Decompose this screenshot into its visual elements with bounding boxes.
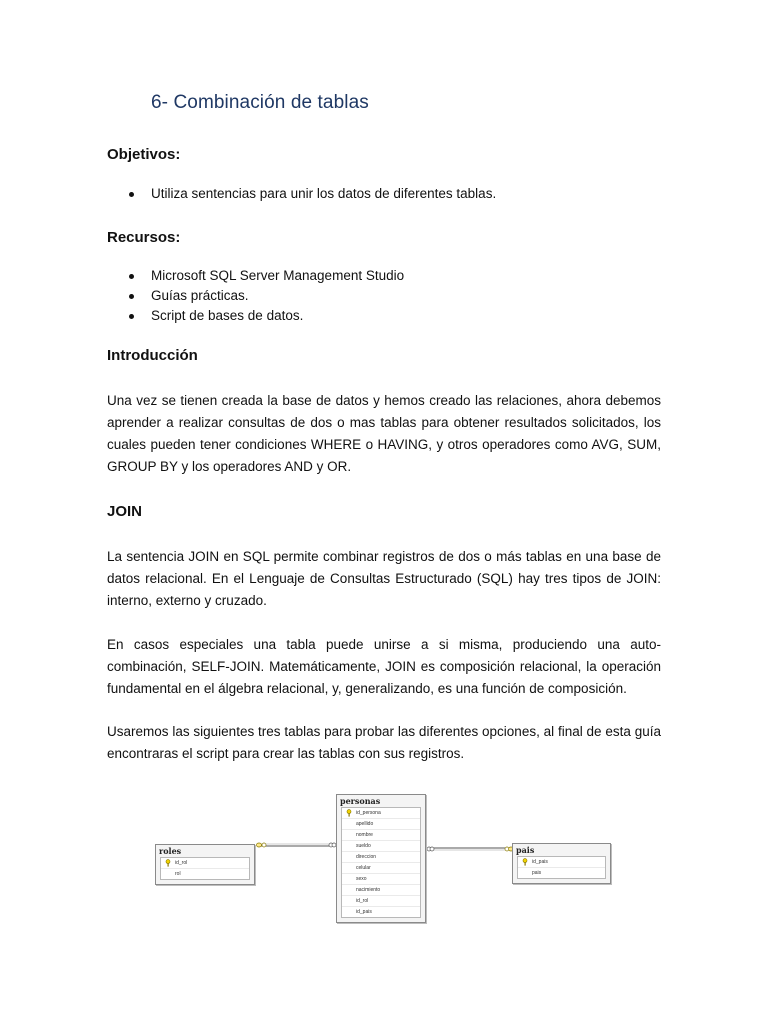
relationship-roles-personas xyxy=(257,843,337,847)
introduccion-paragraph: Una vez se tienen creada la base de datos y hemos creado las relaciones, ahora debemos aprender a realizar consultas de dos o mas tablas para obtener resultados solicitados, los cuales pueden tener condiciones WHERE o HAVING, y otros operadores como AVG, SUM, GROUP BY y los operadores AND y OR. xyxy=(107,393,661,474)
key-end-icon xyxy=(257,843,262,847)
column-row xyxy=(518,857,605,868)
column-row xyxy=(518,868,605,878)
column-name: id_rol xyxy=(356,898,369,904)
column-row xyxy=(161,858,249,869)
column-name: apellido xyxy=(356,821,374,827)
table-pais[interactable] xyxy=(512,843,611,884)
column-row xyxy=(342,841,420,852)
recursos-heading: Recursos: xyxy=(107,229,181,246)
column-name: id_pais xyxy=(356,909,372,915)
list-item: Microsoft SQL Server Management Studio xyxy=(128,266,404,286)
database-diagram xyxy=(150,788,620,933)
objetivos-list xyxy=(128,184,496,204)
column-row xyxy=(342,874,420,885)
column-name: id_rol xyxy=(175,860,188,866)
join-paragraph-3: Usaremos las siguientes tres tablas para probar las diferentes opciones, al final de esta guía encontraras el script para crear las tablas con sus registros. xyxy=(107,724,661,761)
recursos-list xyxy=(128,266,404,326)
table-columns xyxy=(341,807,421,918)
table-personas[interactable] xyxy=(336,794,426,923)
column-name: rol xyxy=(175,871,181,877)
column-name: sexo xyxy=(356,876,367,882)
join-paragraph-1: La sentencia JOIN en SQL permite combinar registros de dos o más tablas en una base de datos relacional. En el Lenguaje de Consultas Estructurado (SQL) hay tres tipos de JOIN: interno, externo y cruzado. xyxy=(107,549,661,608)
introduccion-heading: Introducción xyxy=(107,347,198,364)
column-row xyxy=(342,830,420,841)
column-row xyxy=(342,907,420,917)
table-title: personas xyxy=(340,796,381,806)
list-item: Script de bases de datos. xyxy=(128,306,404,326)
list-item: Utiliza sentencias para unir los datos de diferentes tablas. xyxy=(128,184,496,204)
table-title: pais xyxy=(516,845,535,855)
table-roles[interactable] xyxy=(155,844,255,885)
column-name: celular xyxy=(356,865,371,871)
column-row xyxy=(161,869,249,879)
column-row xyxy=(342,852,420,863)
column-name: nacimiento xyxy=(356,887,381,893)
column-name: direccion xyxy=(356,854,377,860)
column-row xyxy=(342,885,420,896)
column-row xyxy=(342,863,420,874)
column-row xyxy=(342,896,420,907)
column-row xyxy=(342,808,420,819)
column-name: sueldo xyxy=(356,843,371,849)
column-name: id_pais xyxy=(532,859,548,865)
column-row xyxy=(342,819,420,830)
relationship-personas-pais xyxy=(427,847,514,851)
primary-key-icon xyxy=(345,809,353,817)
primary-key-icon xyxy=(521,858,529,866)
join-heading: JOIN xyxy=(107,503,143,520)
column-name: nombre xyxy=(356,832,373,838)
table-columns xyxy=(160,857,250,880)
table-title: roles xyxy=(159,846,182,856)
column-name: id_persona xyxy=(356,810,381,816)
join-paragraph-2: En casos especiales una tabla puede unirse a si misma, produciendo una auto-combinación, SELF-JOIN. Matemáticamente, JOIN es composición relacional, la operación fundamental en el álgebra relacional, y, generalizando, es una función de composición. xyxy=(107,637,661,696)
page-title: 6- Combinación de tablas xyxy=(151,92,369,113)
column-name: pais xyxy=(532,870,542,876)
table-columns xyxy=(517,856,606,879)
objetivos-heading: Objetivos: xyxy=(107,146,181,163)
list-item: Guías prácticas. xyxy=(128,286,404,306)
primary-key-icon xyxy=(164,859,172,867)
